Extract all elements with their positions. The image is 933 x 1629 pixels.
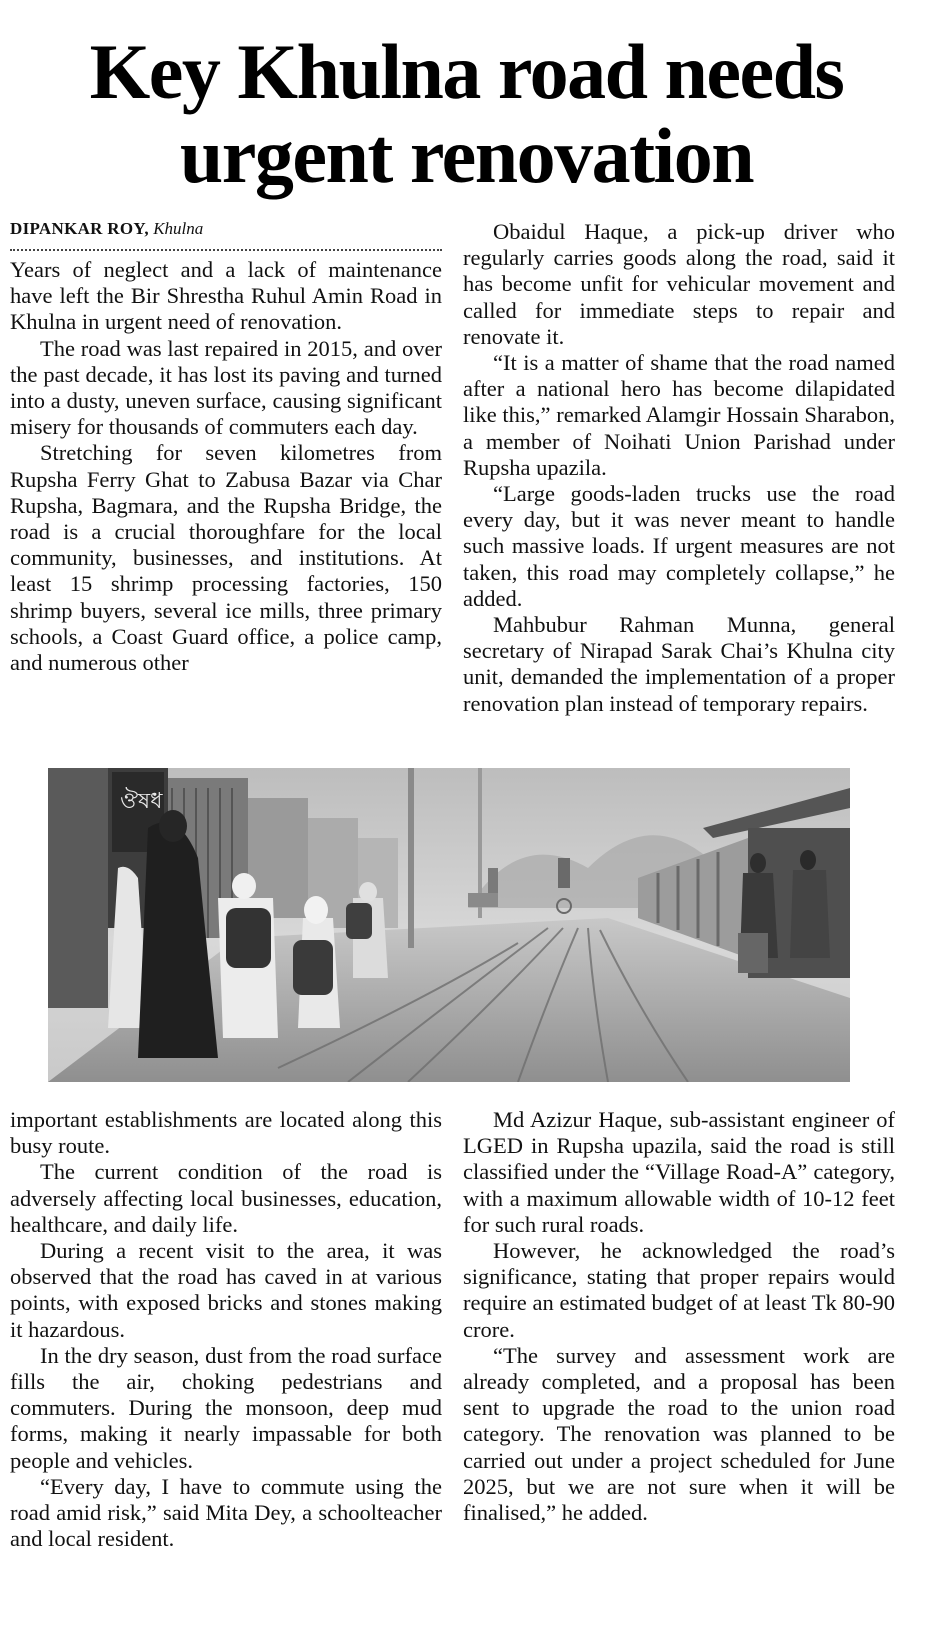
headline-line-2: urgent renovation xyxy=(179,112,754,199)
article-photo xyxy=(48,768,850,1082)
paragraph: However, he acknowledged the road’s significance, stating that proper repairs would require an estimated budget of at least Tk 80-90 crore. xyxy=(463,1238,895,1342)
column-2-bottom xyxy=(463,1107,895,1526)
paragraph: Years of neglect and a lack of maintenance have left the Bir Shrestha Ruhul Amin Road in Khulna in urgent need of renovation. xyxy=(10,257,442,335)
paragraph: Stretching for seven kilometres from Rupsha Ferry Ghat to Zabusa Bazar via Char Rupsha, Bagmara, and the Rupsha Bridge, the road is a crucial thoroughfare for the local community, businesses, and institutions. At least 15 shrimp processing factories, 150 shrimp buyers, several ice mills, three primary schools, a Coast Guard office, a police camp, and numerous other xyxy=(10,440,442,676)
paragraph: “Large goods-laden trucks use the road every day, but it was never meant to handle such massive loads. If urgent measures are not taken, this road may completely collapse,” he added. xyxy=(463,481,895,611)
column-1-bottom xyxy=(10,1107,442,1552)
byline-author: DIPANKAR ROY, xyxy=(10,219,149,238)
paragraph: Obaidul Haque, a pick-up driver who regularly carries goods along the road, said it has become unfit for vehicular movement and called for immediate steps to repair and renovate it. xyxy=(463,219,895,349)
byline-location: Khulna xyxy=(153,219,204,238)
column-2-top xyxy=(463,219,895,717)
byline xyxy=(10,218,442,251)
headline xyxy=(0,30,933,198)
paragraph: Md Azizur Haque, sub-assistant engineer of LGED in Rupsha upazila, said the road is still classified under the “Village Road-A” category, with a maximum allowable width of 10-12 feet for such rural roads. xyxy=(463,1107,895,1237)
road-scene-illustration xyxy=(48,768,850,1082)
paragraph: important establishments are located along this busy route. xyxy=(10,1107,442,1159)
paragraph: In the dry season, dust from the road surface fills the air, choking pedestrians and commuters. During the monsoon, deep mud forms, making it nearly impassable for both people and vehicles. xyxy=(10,1342,442,1473)
paragraph: During a recent visit to the area, it was observed that the road has caved in at various points, with exposed bricks and stones making it hazardous. xyxy=(10,1238,442,1342)
paragraph: “The survey and assessment work are already completed, and a proposal has been sent to upgrade the road to the union road category. The renovation was planned to be carried out under a project scheduled for June 2025, but we are not sure when it will be finalised,” he added. xyxy=(463,1342,895,1526)
shop-sign-text: ঔষধ xyxy=(120,789,163,814)
paragraph: The road was last repaired in 2015, and over the past decade, it has lost its paving and turned into a dusty, uneven surface, causing significant misery for thousands of commuters each day. xyxy=(10,335,442,440)
paragraph: “It is a matter of shame that the road named after a national hero has become dilapidated like this,” remarked Alamgir Hossain Sharabon, a member of Noihati Union Parishad under Rupsha upazila. xyxy=(463,350,895,480)
paragraph: Mahbubur Rahman Munna, general secretary of Nirapad Sarak Chai’s Khulna city unit, demanded the implementation of a proper renovation plan instead of temporary repairs. xyxy=(463,612,895,716)
paragraph: The current condition of the road is adversely affecting local businesses, education, healthcare, and daily life. xyxy=(10,1159,442,1237)
paragraph: “Every day, I have to commute using the road amid risk,” said Mita Dey, a schoolteacher and local resident. xyxy=(10,1473,442,1552)
headline-line-1: Key Khulna road needs xyxy=(89,28,844,115)
column-1-top xyxy=(10,218,442,676)
